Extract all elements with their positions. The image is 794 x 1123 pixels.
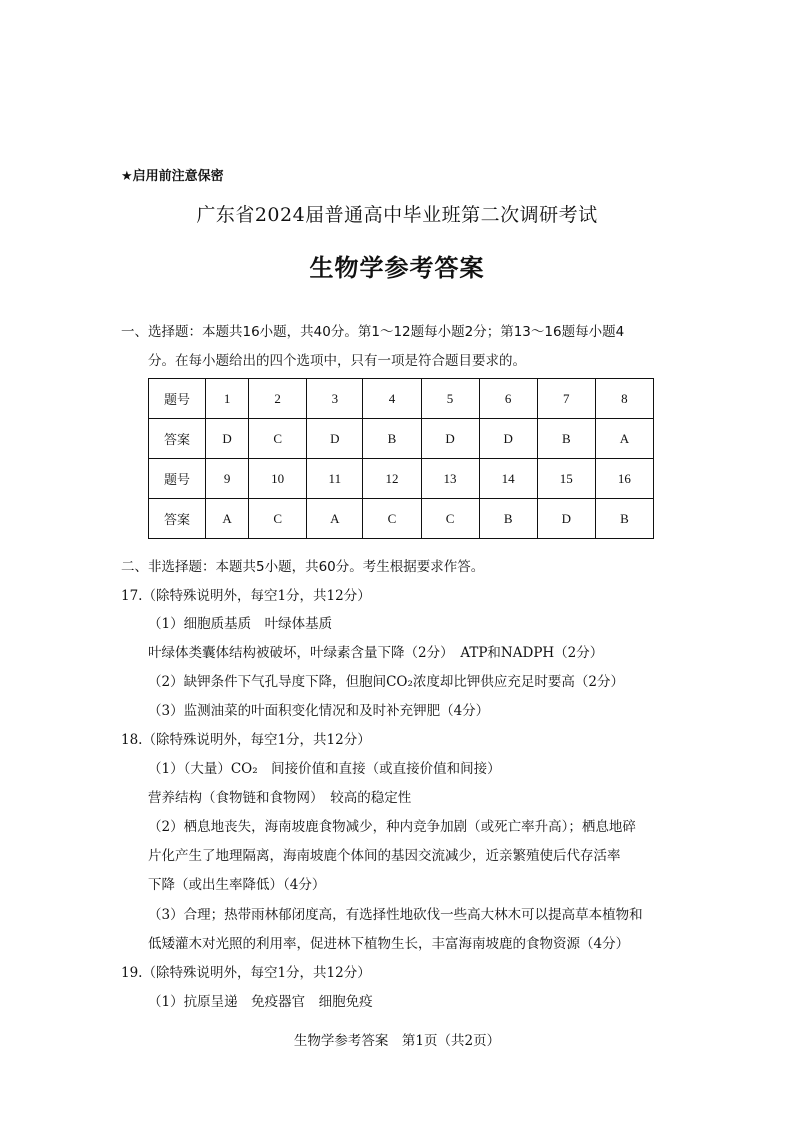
table-cell: 8 (595, 379, 653, 419)
q19-part1: （1）抗原呈递 免疫器官 细胞免疫 (148, 994, 373, 1010)
table-cell: B (595, 499, 653, 539)
table-cell: 5 (421, 379, 479, 419)
table-cell: 12 (363, 459, 421, 499)
table-cell: B (537, 419, 595, 459)
table-cell: 1 (206, 379, 249, 419)
section1-intro-line1: 一、选择题：本题共16小题，共40分。第1～12题每小题2分；第13～16题每小题4 (121, 324, 625, 340)
table-cell: D (206, 419, 249, 459)
q18-part1: （1）（大量）CO₂ 间接价值和直接（或直接价值和间接） (148, 761, 501, 777)
table-cell: 9 (206, 459, 249, 499)
table-cell: C (249, 499, 307, 539)
answer-table-row (149, 459, 654, 499)
q17-part1: （1）细胞质基质 叶绿体基质 (148, 616, 333, 632)
table-cell: 4 (363, 379, 421, 419)
row-label: 答案 (149, 499, 206, 539)
table-cell: A (307, 499, 363, 539)
table-cell: C (249, 419, 307, 459)
table-cell: 7 (537, 379, 595, 419)
answer-table-row (149, 379, 654, 419)
q18-part3-line2: 低矮灌木对光照的利用率，促进林下植物生长，丰富海南坡鹿的食物资源（4分） (148, 936, 630, 952)
table-cell: 16 (595, 459, 653, 499)
table-cell: D (479, 419, 537, 459)
section1-intro-line2: 分。在每小题给出的四个选项中，只有一项是符合题目要求的。 (148, 353, 526, 369)
table-cell: A (206, 499, 249, 539)
page-title: 生物学参考答案 (309, 254, 485, 282)
row-label: 题号 (149, 379, 206, 419)
q18-part1-cont: 营养结构（食物链和食物网） 较高的稳定性 (148, 790, 412, 806)
table-cell: 10 (249, 459, 307, 499)
table-cell: 3 (307, 379, 363, 419)
q18-part2-line2: 片化产生了地理隔离，海南坡鹿个体间的基因交流减少，近亲繁殖使后代存活率 (148, 848, 621, 864)
row-label: 答案 (149, 419, 206, 459)
table-cell: D (307, 419, 363, 459)
q17-part2: （2）缺钾条件下气孔导度下降，但胞间CO₂浓度却比钾供应充足时要高（2分） (148, 674, 624, 690)
page-footer: 生物学参考答案 第1页（共2页） (293, 1033, 501, 1049)
row-label: 题号 (149, 459, 206, 499)
q19-heading: 19.（除特殊说明外，每空1分，共12分） (121, 965, 371, 981)
exam-title: 广东省2024届普通高中毕业班第二次调研考试 (196, 204, 598, 226)
table-cell: C (421, 499, 479, 539)
q17-heading: 17.（除特殊说明外，每空1分，共12分） (121, 588, 371, 604)
table-cell: 15 (537, 459, 595, 499)
table-cell: D (537, 499, 595, 539)
table-cell: 2 (249, 379, 307, 419)
answer-table (148, 378, 654, 539)
table-cell: 6 (479, 379, 537, 419)
q18-part2-line3: 下降（或出生率降低）（4分） (148, 877, 326, 893)
table-cell: 11 (307, 459, 363, 499)
table-cell: B (363, 419, 421, 459)
table-cell: A (595, 419, 653, 459)
q17-part1-cont: 叶绿体类囊体结构被破坏，叶绿素含量下降（2分） ATP和NADPH（2分） (148, 645, 604, 661)
answer-table-row (149, 419, 654, 459)
table-cell: B (479, 499, 537, 539)
q18-part2-line1: （2）栖息地丧失，海南坡鹿食物减少，种内竞争加剧（或死亡率升高）；栖息地碎 (148, 819, 636, 835)
table-cell: 13 (421, 459, 479, 499)
table-cell: D (421, 419, 479, 459)
q18-heading: 18.（除特殊说明外，每空1分，共12分） (121, 732, 371, 748)
q17-part3: （3）监测油菜的叶面积变化情况和及时补充钾肥（4分） (148, 703, 490, 719)
confidential-notice: ★启用前注意保密 (121, 169, 224, 184)
q18-part3-line1: （3）合理；热带雨林郁闭度高，有选择性地砍伐一些高大林木可以提高草本植物和 (148, 907, 643, 923)
table-cell: 14 (479, 459, 537, 499)
answer-table-row (149, 499, 654, 539)
table-cell: C (363, 499, 421, 539)
section2-intro: 二、非选择题：本题共5小题，共60分。考生根据要求作答。 (121, 559, 485, 575)
